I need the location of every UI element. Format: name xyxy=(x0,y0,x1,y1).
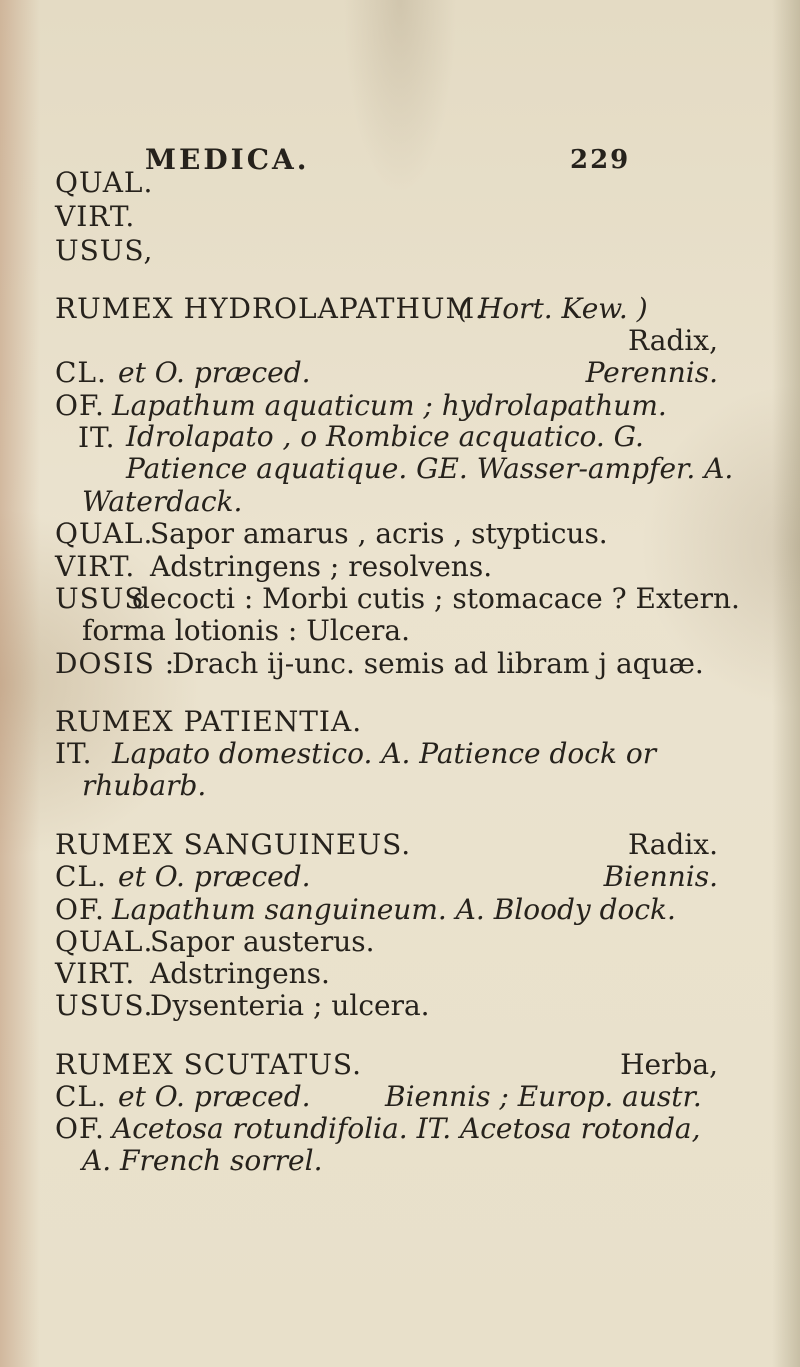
line-label: QUAL. xyxy=(55,925,154,958)
fragment-usus: USUS, xyxy=(55,234,154,267)
entry-line xyxy=(0,582,800,616)
entry-heading xyxy=(0,828,800,862)
entry-line xyxy=(0,925,800,959)
entry-line xyxy=(0,647,800,681)
line-text: Acetosa rotundifolia. IT. Acetosa rotonda, xyxy=(112,1112,701,1145)
line-text: Waterdack. xyxy=(82,485,243,518)
class-text: et O. præced. xyxy=(118,1080,311,1113)
line-label: USUS xyxy=(55,582,145,615)
entry-duration: Perennis. xyxy=(585,356,718,389)
entry-authority: ( Hort. Kew. ) xyxy=(458,292,648,325)
class-label: CL. xyxy=(55,860,107,893)
entry-line xyxy=(0,737,800,771)
entry-part-row xyxy=(0,324,800,358)
line-label: QUAL. xyxy=(55,517,154,550)
entry-line xyxy=(0,614,800,648)
line-label: VIRT. xyxy=(55,957,136,990)
fragment-virt: VIRT. xyxy=(55,200,136,233)
entry-heading xyxy=(0,292,800,326)
line-text: Adstringens ; resolvens. xyxy=(150,550,493,583)
line-label: DOSIS : xyxy=(55,647,176,680)
entry-part: Radix. xyxy=(628,828,718,861)
entry-name: RUMEX SANGUINEUS. xyxy=(55,828,412,861)
entry-line xyxy=(0,485,800,519)
entry-line xyxy=(0,1144,800,1178)
class-text: et O. præced. xyxy=(118,356,311,389)
entry-line xyxy=(0,420,800,485)
line-text: Idrolapato , o Rombice acquatico. G. Patience aquatique. GE. Wasser-ampfer. A. xyxy=(126,420,734,485)
line-text: Lapato domestico. A. Patience dock or xyxy=(112,737,657,770)
line-text: Sapor austerus. xyxy=(150,925,375,958)
entry-line xyxy=(0,389,800,423)
line-text: Drach ij-unc. semis ad libram j aquæ. xyxy=(172,647,704,680)
class-label: CL. xyxy=(55,1080,107,1113)
entry-line xyxy=(0,989,800,1023)
line-text: decocti : Morbi cutis ; stomacace ? Extern. xyxy=(132,582,740,615)
line-label: OF. xyxy=(55,893,105,926)
line-label: OF. xyxy=(55,389,105,422)
entry-duration: Biennis ; Europ. austr. xyxy=(385,1080,702,1113)
line-text: A. French sorrel. xyxy=(82,1144,323,1177)
class-label: CL. xyxy=(55,356,107,389)
line-label: VIRT. xyxy=(55,550,136,583)
line-label: OF. xyxy=(55,1112,105,1145)
entry-class-row xyxy=(0,356,800,390)
entry-name: RUMEX SCUTATUS. xyxy=(55,1048,363,1081)
line-text: Lapathum aquaticum ; hydrolapathum. xyxy=(112,389,667,422)
line-label: USUS. xyxy=(55,989,154,1022)
line-text: Adstringens. xyxy=(150,957,330,990)
line-text: forma lotionis : Ulcera. xyxy=(82,614,411,647)
entry-line xyxy=(0,769,800,803)
entry-name: RUMEX PATIENTIA. xyxy=(55,705,363,738)
entry-name: RUMEX HYDROLAPATHUM. xyxy=(55,292,486,325)
entry-heading xyxy=(0,705,800,739)
fragment-qual: QUAL. xyxy=(55,166,154,199)
entry-duration: Biennis. xyxy=(603,860,718,893)
header-title: MEDICA. xyxy=(145,143,310,176)
entry-line xyxy=(0,1112,800,1146)
line-label: IT. xyxy=(55,737,93,770)
entry-part: Herba, xyxy=(620,1048,718,1081)
entry-heading xyxy=(0,1048,800,1082)
line-text: Lapathum sanguineum. A. Bloody dock. xyxy=(112,893,676,926)
entry-part: Radix, xyxy=(628,324,718,357)
line-text: Dysenteria ; ulcera. xyxy=(150,989,430,1022)
entry-class-row xyxy=(0,860,800,894)
line-text: Sapor amarus , acris , stypticus. xyxy=(150,517,608,550)
entry-line xyxy=(0,957,800,991)
entry-line xyxy=(0,893,800,927)
entry-class-row xyxy=(0,1080,800,1114)
class-text: et O. præced. xyxy=(118,860,311,893)
entry-line xyxy=(0,550,800,584)
entry-line xyxy=(0,517,800,551)
line-text: rhubarb. xyxy=(82,769,207,802)
line-label: IT. xyxy=(78,421,116,454)
page-number: 229 xyxy=(570,145,631,175)
